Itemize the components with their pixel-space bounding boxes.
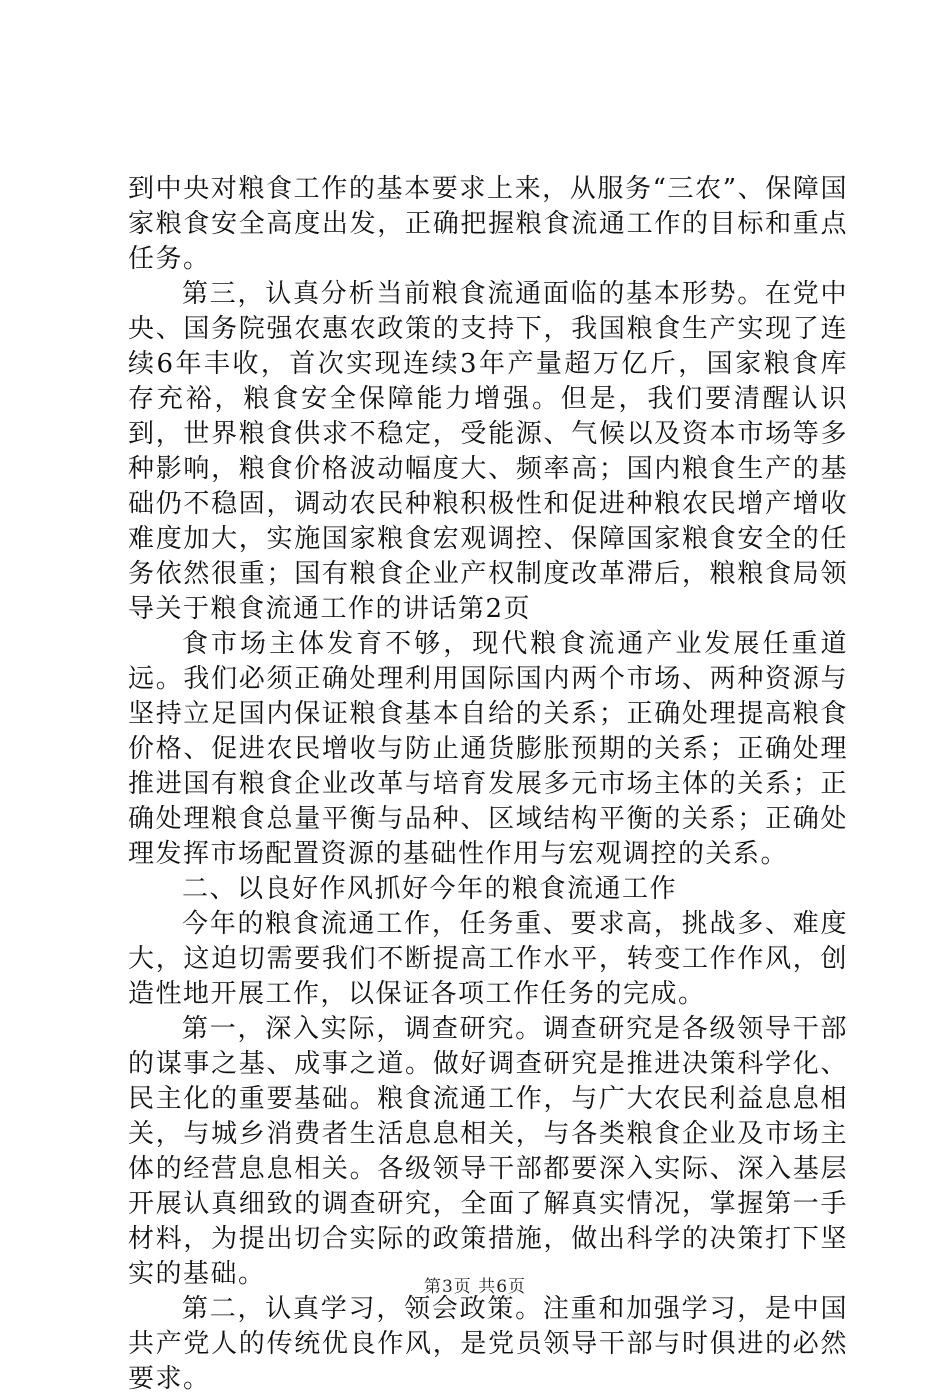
paragraph-third-point: 第三，认真分析当前粮食流通面临的基本形势。在党中央、国务院强农惠农政策的支持下，我国粮食生产实现了连续6年丰收，首次实现连续3年产量超万亿斤，国家粮食库存充裕，粮食安全保障能力增强。但是，我们要清醒认识到，世界粮食供求不稳定，受能源、气候以及资本市场等多种影响，粮食价格波动幅度大、频率高；国内粮食生产的基础仍不稳固，调动农民种粮积极性和促进种粮农民增产增收难度加大，实施国家粮食宏观调控、保障国家粮食安全的任务依然很重；国有粮食企业产权制度改革滞后，粮粮食局领导关于粮食流通工作的讲话第2页 (128, 279, 848, 624)
paragraph-this-year-work: 今年的粮食流通工作，任务重、要求高，挑战多、难度大，这迫切需要我们不断提高工作水平，转变工作作风，创造性地开展工作，以保证各项工作任务的完成。 (128, 909, 848, 1009)
paragraph-continuation: 到中央对粮食工作的基本要求上来，从服务“三农”、保障国家粮食安全高度出发，正确把握粮食流通工作的目标和重点任务。 (128, 174, 848, 274)
paragraph-second-study: 第二，认真学习，领会政策。注重和加强学习，是中国共产党人的传统优良作风，是党员领导干部与时俱进的必然要求。 (128, 1294, 848, 1394)
paragraph-first-research: 第一，深入实际，调查研究。调查研究是各级领导干部的谋事之基、成事之道。做好调查研究是推进决策科学化、民主化的重要基础。粮食流通工作，与广大农民利益息息相关，与城乡消费者生活息息相关，与各类粮食企业及市场主体的经营息息相关。各级领导干部都要深入实际、深入基层开展认真细致的调查研究，全面了解真实情况，掌握第一手材料，为提出切合实际的政策措施，做出科学的决策打下坚实的基础。 (128, 1014, 848, 1289)
paragraph-market-relations: 食市场主体发育不够，现代粮食流通产业发展任重道远。我们必须正确处理利用国际国内两个市场、两种资源与坚持立足国内保证粮食基本自给的关系；正确处理提高粮食价格、促进农民增收与防止通货膨胀预期的关系；正确处理推进国有粮食企业改革与培育发展多元市场主体的关系；正确处理粮食总量平衡与品种、区域结构平衡的关系；正确处理发挥市场配置资源的基础性作用与宏观调控的关系。 (128, 629, 848, 869)
page-footer: 第3页 共6页 (423, 1277, 527, 1297)
section-heading-two: 二、以良好作风抓好今年的粮食流通工作 (182, 874, 678, 904)
document-body (128, 172, 848, 1397)
